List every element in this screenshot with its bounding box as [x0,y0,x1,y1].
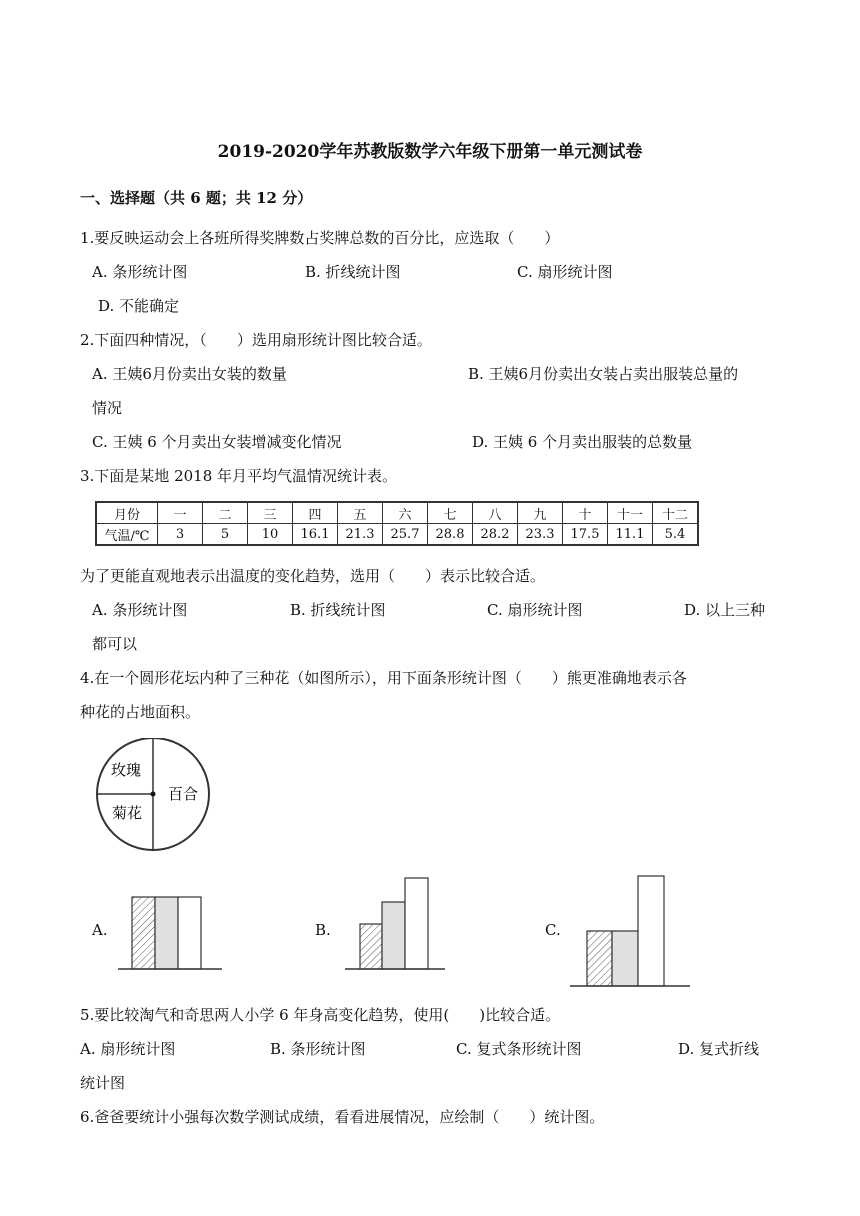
table-row [96,502,698,524]
q5-option-d: D. 复式折线 [678,1040,760,1058]
q1-option-d: D. 不能确定 [98,297,180,315]
q6-stem: 6.爸爸要统计小强每次数学测试成绩，看看进展情况，应绘制（ ）统计图。 [80,1108,605,1126]
q4-stem-continued: 种花的占地面积。 [80,703,201,721]
table-cell: 3 [158,524,203,546]
table-cell: 二 [203,502,248,524]
table-cell: 十二 [653,502,699,524]
table-cell: 5.4 [653,524,699,546]
table-cell: 十一 [608,502,653,524]
table-cell: 一 [158,502,203,524]
q5-option-b: B. 条形统计图 [270,1040,366,1058]
q1-option-a: A. 条形统计图 [92,263,188,281]
bar-option-a [118,892,228,972]
table-cell: 23.3 [518,524,563,546]
table-cell: 八 [473,502,518,524]
q2-stem: 2.下面四种情况，（ ）选用扇形统计图比较合适。 [80,331,432,349]
table-cell: 六 [383,502,428,524]
table-cell: 气温/℃ [96,524,158,546]
q5-option-a: A. 扇形统计图 [80,1040,176,1058]
q5-option-d-continued: 统计图 [80,1074,126,1092]
table-cell: 10 [248,524,293,546]
q4-option-a-label: A. [92,921,108,939]
q3-option-b: B. 折线统计图 [290,601,386,619]
q3-option-c: C. 扇形统计图 [487,601,583,619]
table-cell: 11.1 [608,524,653,546]
q1-stem: 1.要反映运动会上各班所得奖牌数占奖牌总数的百分比，应选取（ ） [80,229,560,247]
q3-option-d: D. 以上三种 [684,601,766,619]
table-cell: 28.8 [428,524,473,546]
q2-option-d: D. 王姨 6 个月卖出服装的总数量 [472,433,693,451]
q3-option-a: A. 条形统计图 [92,601,188,619]
table-cell: 四 [293,502,338,524]
table-cell: 28.2 [473,524,518,546]
table-row [96,524,698,546]
table-cell: 三 [248,502,293,524]
table-cell: 五 [338,502,383,524]
table-cell: 九 [518,502,563,524]
q5-option-c: C. 复式条形统计图 [456,1040,582,1058]
table-cell: 5 [203,524,248,546]
q4-stem: 4.在一个圆形花坛内种了三种花（如图所示），用下面条形统计图（ ）熊更准确地表示各 [80,669,687,687]
table-cell: 17.5 [563,524,608,546]
q2-option-b: B. 王姨6月份卖出女装占卖出服装总量的 [468,365,739,383]
table-cell: 七 [428,502,473,524]
temperature-table [95,501,699,546]
q3-option-d-continued: 都可以 [92,635,138,653]
q4-option-b-label: B. [315,921,331,939]
flower-bed-circle-diagram [90,738,220,858]
table-cell: 月份 [96,502,158,524]
q3-stem: 3.下面是某地 2018 年月平均气温情况统计表。 [80,467,398,485]
table-cell: 21.3 [338,524,383,546]
label-lily: 百合 [167,785,199,803]
label-chrysanthemum: 菊花 [111,804,143,822]
section-heading: 一、选择题（共 6 题；共 12 分） [80,189,313,207]
table-cell: 十 [563,502,608,524]
label-rose: 玫瑰 [110,761,142,779]
bar-option-b [340,872,450,972]
q1-option-c: C. 扇形统计图 [517,263,613,281]
q2-option-c: C. 王姨 6 个月卖出女装增减变化情况 [92,433,342,451]
q4-option-c-label: C. [545,921,561,939]
q2-option-b-continued: 情况 [92,399,123,417]
document-title: 2019-2020学年苏教版数学六年级下册第一单元测试卷 [217,142,643,162]
q1-option-b: B. 折线统计图 [305,263,401,281]
q3-stem-2: 为了更能直观地表示出温度的变化趋势，选用（ ）表示比较合适。 [80,567,546,585]
table-cell: 16.1 [293,524,338,546]
q5-stem: 5.要比较淘气和奇思两人小学 6 年身高变化趋势，使用( )比较合适。 [80,1006,561,1024]
q2-option-a: A. 王姨6月份卖出女装的数量 [92,365,287,383]
bar-option-c [565,872,695,988]
table-cell: 25.7 [383,524,428,546]
